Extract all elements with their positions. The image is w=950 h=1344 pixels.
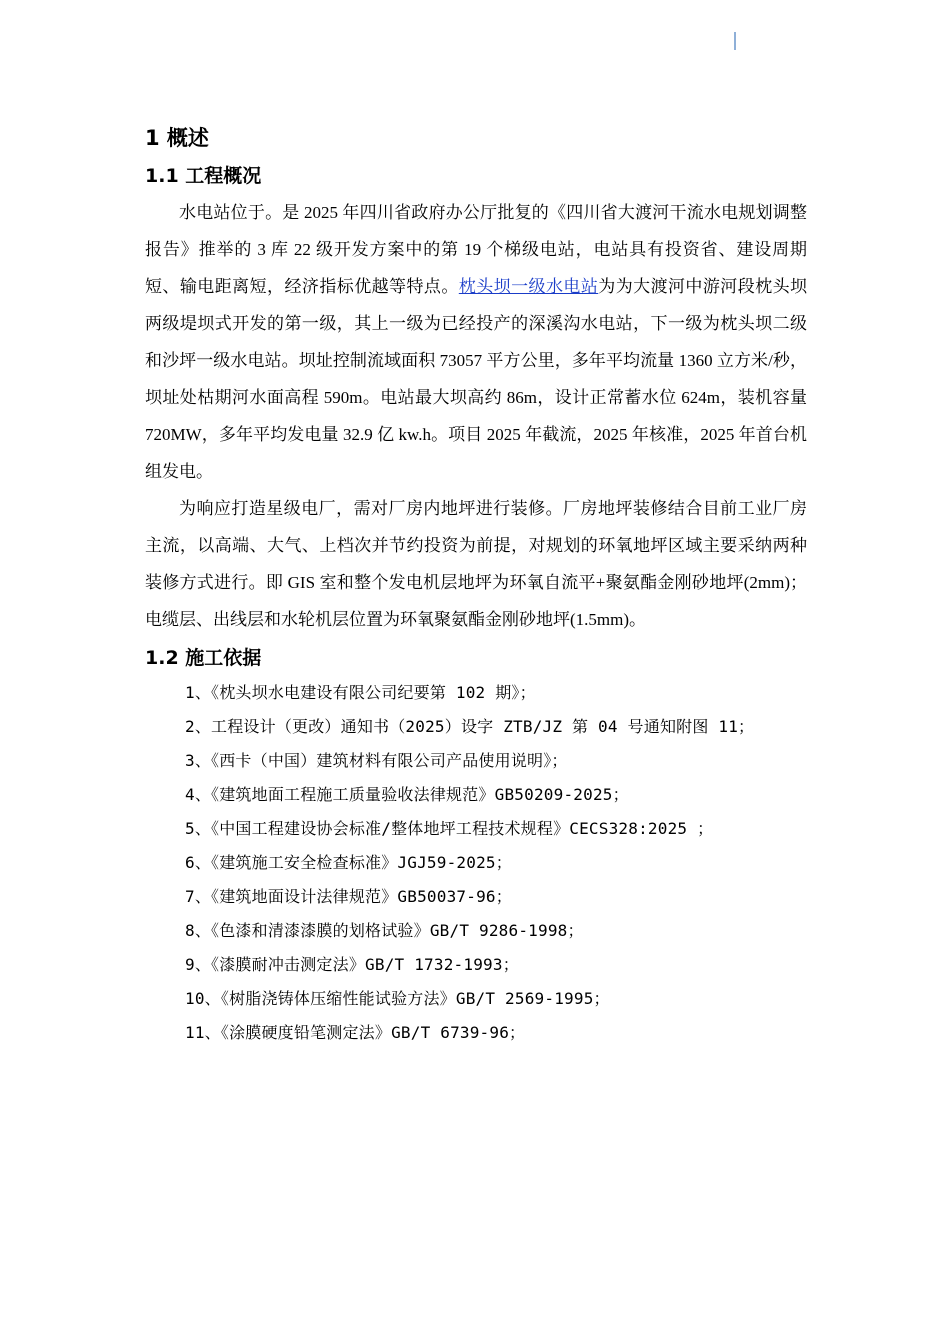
reference-item: 3、《西卡（中国）建筑材料有限公司产品使用说明》； bbox=[185, 751, 568, 770]
reference-item: 6、《建筑施工安全检查标准》JGJ59-2025； bbox=[185, 853, 512, 872]
reference-item: 10、《树脂浇铸体压缩性能试验方法》GB/T 2569-1995； bbox=[185, 989, 610, 1008]
reference-item: 2、工程设计（更改）通知书（2025）设字 ZTB/JZ 第 04 号通知附图 11； bbox=[185, 717, 755, 736]
project-overview-paragraph bbox=[145, 194, 807, 490]
reference-item: 7、《建筑地面设计法律规范》GB50037-96； bbox=[185, 887, 512, 906]
section-heading-1: 1 概述 bbox=[145, 126, 209, 150]
renovation-paragraph: 为响应打造星级电厂，需对厂房内地坪进行装修。厂房地坪装修结合目前工业厂房主流，以高端、大气、上档次并节约投资为前提，对规划的环氧地坪区域主要采纳两种装修方式进行。即 GIS 室和整个发电机层地坪为环氧自流平+聚氨酯金刚砂地坪(2mm)；电缆层、出线层和水轮机层位置为环氧聚氨酯金刚砂地坪(1.5mm)。 bbox=[145, 499, 807, 629]
section-heading-1-1: 1.1 工程概况 bbox=[145, 165, 262, 187]
document-body bbox=[145, 118, 807, 1050]
text-cursor-mark bbox=[734, 32, 736, 50]
reference-item: 1、《枕头坝水电建设有限公司纪要第 102 期》； bbox=[185, 683, 536, 702]
overview-text-after-link: 为为大渡河中游河段枕头坝两级堤坝式开发的第一级，其上一级为已经投产的深溪沟水电站，下一级为枕头坝二级和沙坪一级水电站。坝址控制流域面积 73057 平方公里，多年平均流量 1360 立方米/秒，坝址处枯期河水面高程 590m。电站最大坝高约 86m，设计正常蓄水位 624m，装机容量 720MW，多年平均发电量 32.9 亿 kw.h。项目 2025 年截流，2025 年核准，2025 年首台机组发电。 bbox=[145, 277, 808, 481]
overview-text-before-link: 水电站位于。是 2025 年四川省政府办公厅批复的《四川省大渡河干流水电规划调整报告》推举的 3 库 22 级开发方案中的第 19 个梯级电站，电站具有投资省、建设周期短、输电距离短，经济指标优越等特点。 bbox=[145, 203, 807, 296]
reference-item: 8、《色漆和清漆漆膜的划格试验》GB/T 9286-1998； bbox=[185, 921, 584, 940]
reference-item: 5、《中国工程建设协会标准/整体地坪工程技术规程》CECS328:2025 ； bbox=[185, 819, 714, 838]
station-hyperlink[interactable]: 枕头坝一级水电站 bbox=[458, 277, 599, 296]
section-heading-1-2: 1.2 施工依据 bbox=[145, 647, 262, 669]
reference-item: 9、《漆膜耐冲击测定法》GB/T 1732-1993； bbox=[185, 955, 519, 974]
reference-item: 4、《建筑地面工程施工质量验收法律规范》GB50209-2025； bbox=[185, 785, 629, 804]
reference-item: 11、《涂膜硬度铅笔测定法》GB/T 6739-96； bbox=[185, 1023, 526, 1042]
reference-list bbox=[145, 676, 807, 1050]
